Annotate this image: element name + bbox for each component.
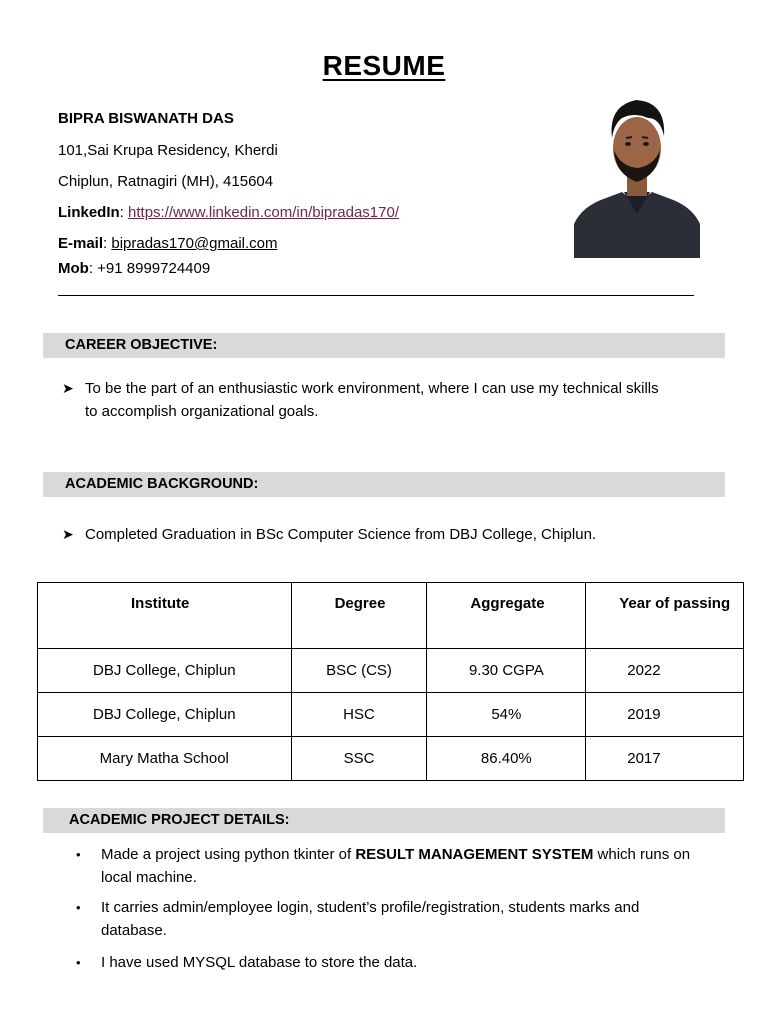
column-header-degree: Degree — [291, 583, 427, 649]
column-header-year: Year of passing — [586, 583, 744, 649]
arrow-bullet-icon: ➤ — [62, 380, 74, 396]
table-row — [38, 693, 744, 737]
mobile-number: : +91 8999724409 — [88, 260, 211, 277]
table-row — [38, 649, 744, 693]
project-text: Made a project using python tkinter of — [101, 846, 356, 863]
email-label: E-mail — [58, 235, 104, 252]
column-header-aggregate: Aggregate — [427, 583, 586, 649]
linkedin-separator: : — [119, 204, 129, 221]
arrow-bullet-icon: ➤ — [62, 526, 74, 542]
candidate-name: BIPRA BISWANATH DAS — [58, 110, 234, 127]
academic-background-heading: ACADEMIC BACKGROUND: — [43, 472, 725, 497]
address-line-1: 101,Sai Krupa Residency, Kherdi — [58, 142, 278, 159]
table-header-row — [38, 583, 744, 649]
project-text: which runs on — [593, 846, 691, 863]
cell-aggregate: 54% — [427, 693, 586, 737]
project-text: I have used MYSQL database to store the data. — [101, 954, 418, 971]
bullet-dot-icon: • — [76, 955, 81, 970]
mobile-row — [58, 261, 210, 276]
career-objective-item — [62, 377, 742, 423]
education-table — [37, 582, 744, 781]
bullet-dot-icon: • — [76, 847, 81, 862]
project-details-heading: ACADEMIC PROJECT DETAILS: — [43, 808, 725, 833]
academic-summary-item — [62, 523, 742, 546]
profile-photo — [574, 96, 700, 258]
cell-institute: DBJ College, Chiplun — [38, 693, 292, 737]
cell-degree: SSC — [291, 737, 427, 781]
cell-aggregate: 86.40% — [427, 737, 586, 781]
cell-degree: BSC (CS) — [291, 649, 427, 693]
project-name: RESULT MANAGEMENT SYSTEM — [355, 846, 594, 863]
bullet-dot-icon: • — [76, 900, 81, 915]
cell-institute: DBJ College, Chiplun — [38, 649, 292, 693]
career-objective-heading: CAREER OBJECTIVE: — [43, 333, 725, 358]
cell-aggregate: 9.30 CGPA — [427, 649, 586, 693]
email-row — [58, 236, 278, 251]
linkedin-link[interactable]: https://www.linkedin.com/in/bipradas170/ — [128, 204, 399, 221]
cell-institute: Mary Matha School — [38, 737, 292, 781]
cell-year: 2019 — [586, 693, 744, 737]
career-objective-line-1: To be the part of an enthusiastic work environment, where I can use my technical skills — [85, 380, 659, 397]
header-divider — [58, 295, 694, 296]
cell-degree: HSC — [291, 693, 427, 737]
cell-year: 2022 — [586, 649, 744, 693]
career-objective-line-2: to accomplish organizational goals. — [85, 403, 319, 420]
project-text: local machine. — [101, 869, 197, 886]
linkedin-label: LinkedIn — [58, 204, 120, 221]
cell-year: 2017 — [586, 737, 744, 781]
academic-summary: Completed Graduation in BSc Computer Science from DBJ College, Chiplun. — [85, 526, 597, 543]
email-separator: : — [103, 235, 112, 252]
project-text: It carries admin/employee login, student’s profile/registration, students marks and — [101, 899, 640, 916]
resume-title: RESUME — [322, 50, 446, 81]
mobile-label: Mob — [58, 260, 89, 277]
linkedin-row — [58, 205, 399, 220]
email-link[interactable]: bipradas170@gmail.com — [111, 235, 278, 252]
address-line-2: Chiplun, Ratnagiri (MH), 415604 — [58, 173, 274, 190]
column-header-institute: Institute — [38, 583, 292, 649]
table-row — [38, 737, 744, 781]
project-text: database. — [101, 922, 167, 939]
